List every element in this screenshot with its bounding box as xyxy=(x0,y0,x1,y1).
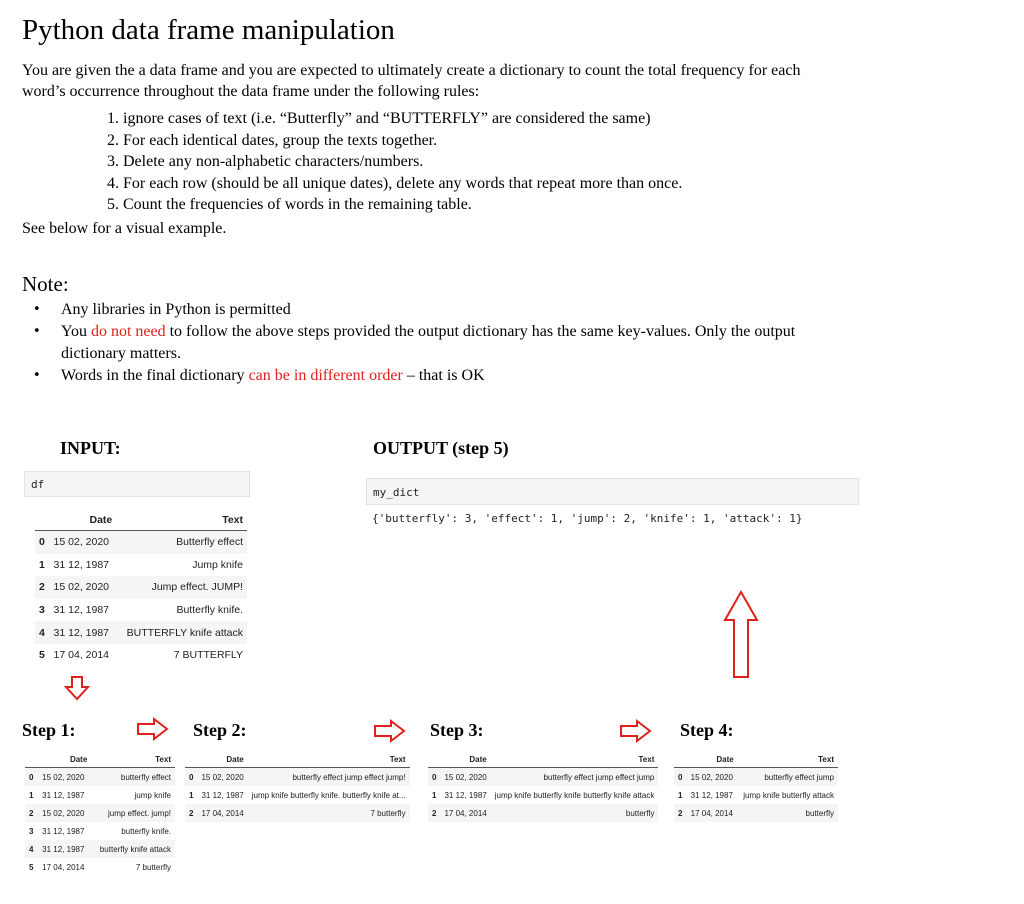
table-row: 0 15 02, 2020 butterfly effect jump effect jump! xyxy=(185,768,410,787)
emphasis-text: can be in different order xyxy=(248,367,403,384)
note-item: • Any libraries in Python is permitted xyxy=(33,299,823,321)
table-row: 3 31 12, 1987 Butterfly knife. xyxy=(39,604,243,617)
output-label: OUTPUT (step 5) xyxy=(373,438,509,458)
index-header xyxy=(35,508,50,531)
output-code-cell: my_dict xyxy=(366,478,859,505)
note-list xyxy=(33,299,823,387)
table-row: 1 31 12, 1987 jump knife butterfly knife. butterfly knife at... xyxy=(189,790,406,800)
output-dictionary: {'butterfly': 3, 'effect': 1, 'jump': 2, 'knife': 1, 'attack': 1} xyxy=(372,512,803,525)
right-arrow-icon xyxy=(620,720,652,742)
table-row: 3 31 12, 1987 butterfly knife. xyxy=(29,826,171,836)
step-label: Step 3: xyxy=(430,720,484,740)
right-arrow-icon xyxy=(137,718,169,740)
see-below-text: See below for a visual example. xyxy=(22,220,227,237)
table-row: 2 17 04, 2014 7 butterfly xyxy=(185,804,410,822)
table-row: 5 17 04, 2014 7 BUTTERFLY xyxy=(39,649,243,662)
table-row: 1 31 12, 1987 Jump knife xyxy=(39,558,243,571)
table-row: 2 15 02, 2020 Jump effect. JUMP! xyxy=(35,576,247,599)
table-row: 1 31 12, 1987 jump knife xyxy=(29,790,171,800)
emphasis-text: do not need xyxy=(90,323,166,340)
table-row: 0 15 02, 2020 butterfly effect jump xyxy=(674,768,838,787)
note-item: • You do not need to follow the above steps provided the output dictionary has the same key-values. Only the output dictionary matters. xyxy=(33,321,823,365)
input-dataframe xyxy=(35,508,247,667)
table-row: 1 31 12, 1987 jump knife butterfly attack xyxy=(678,790,834,800)
step4-dataframe: Date Text 0 15 02, 2020 butterfly effect jump 1 31 12, 1987 jump knife butterfly attack 2 17 04, 2014 butterfly xyxy=(674,751,838,822)
table-row: 2 15 02, 2020 jump effect. jump! xyxy=(25,804,175,822)
table-row: 4 31 12, 1987 BUTTERFLY knife attack xyxy=(35,621,247,644)
table-row: 5 17 04, 2014 7 butterfly xyxy=(29,862,171,872)
note-heading: Note: xyxy=(22,272,69,296)
rule-item: 1. ignore cases of text (i.e. “Butterfly” and “BUTTERFLY” are considered the same) xyxy=(107,110,651,127)
step1-dataframe: Date Text 0 15 02, 2020 butterfly effect 1 31 12, 1987 jump knife 2 15 02, 2020 jump effect. jump! 3 31 12, 1987 butterfly knife. 4 31 12, 1987 butterfly knife attack 5 17 04, 2014 7 butterfly xyxy=(25,751,175,876)
step-label: Step 4: xyxy=(680,720,734,740)
rule-item: 3. Delete any non-alphabetic characters/numbers. xyxy=(107,153,424,170)
rule-item: 5. Count the frequencies of words in the remaining table. xyxy=(107,196,472,213)
down-arrow-icon xyxy=(64,676,90,702)
rule-item: 2. For each identical dates, group the texts together. xyxy=(107,131,438,149)
table-row: 2 17 04, 2014 butterfly xyxy=(674,804,838,822)
step2-dataframe: Date Text 0 15 02, 2020 butterfly effect jump effect jump! 1 31 12, 1987 jump knife butterfly knife. butterfly knife at... 2 17 04, 2014 7 butterfly xyxy=(185,751,410,822)
date-header: Date xyxy=(50,508,117,531)
up-arrow-icon xyxy=(723,590,759,680)
input-code-cell: df xyxy=(24,471,250,497)
text-header: Text xyxy=(116,508,247,531)
step3-dataframe: Date Text 0 15 02, 2020 butterfly effect jump effect jump 1 31 12, 1987 jump knife butterfly knife butterfly knife attack 2 17 04, 2014 butterfly xyxy=(428,751,658,822)
step-label: Step 2: xyxy=(193,720,247,740)
table-row: 4 31 12, 1987 butterfly knife attack xyxy=(25,840,175,858)
table-row: 1 31 12, 1987 jump knife butterfly knife butterfly knife attack xyxy=(432,790,655,800)
table-row: 0 15 02, 2020 butterfly effect jump effect jump xyxy=(428,768,658,787)
right-arrow-icon xyxy=(374,720,406,742)
input-label: INPUT: xyxy=(60,438,121,458)
page-title: Python data frame manipulation xyxy=(22,14,395,46)
table-row: 2 17 04, 2014 butterfly xyxy=(428,804,658,822)
rule-item: 4. For each row (should be all unique dates), delete any words that repeat more than once. xyxy=(107,174,683,192)
table-row: 0 15 02, 2020 Butterfly effect xyxy=(35,531,247,554)
rules-list xyxy=(107,108,682,216)
step-label: Step 1: xyxy=(22,720,76,740)
note-item: • Words in the final dictionary can be in different order – that is OK xyxy=(33,365,823,387)
table-row: 0 15 02, 2020 butterfly effect xyxy=(25,768,175,787)
intro-paragraph: You are given the a data frame and you are expected to ultimately create a dictionary to count the total frequency for each word’s occurrence throughout the data frame under the following rules: xyxy=(22,62,801,100)
